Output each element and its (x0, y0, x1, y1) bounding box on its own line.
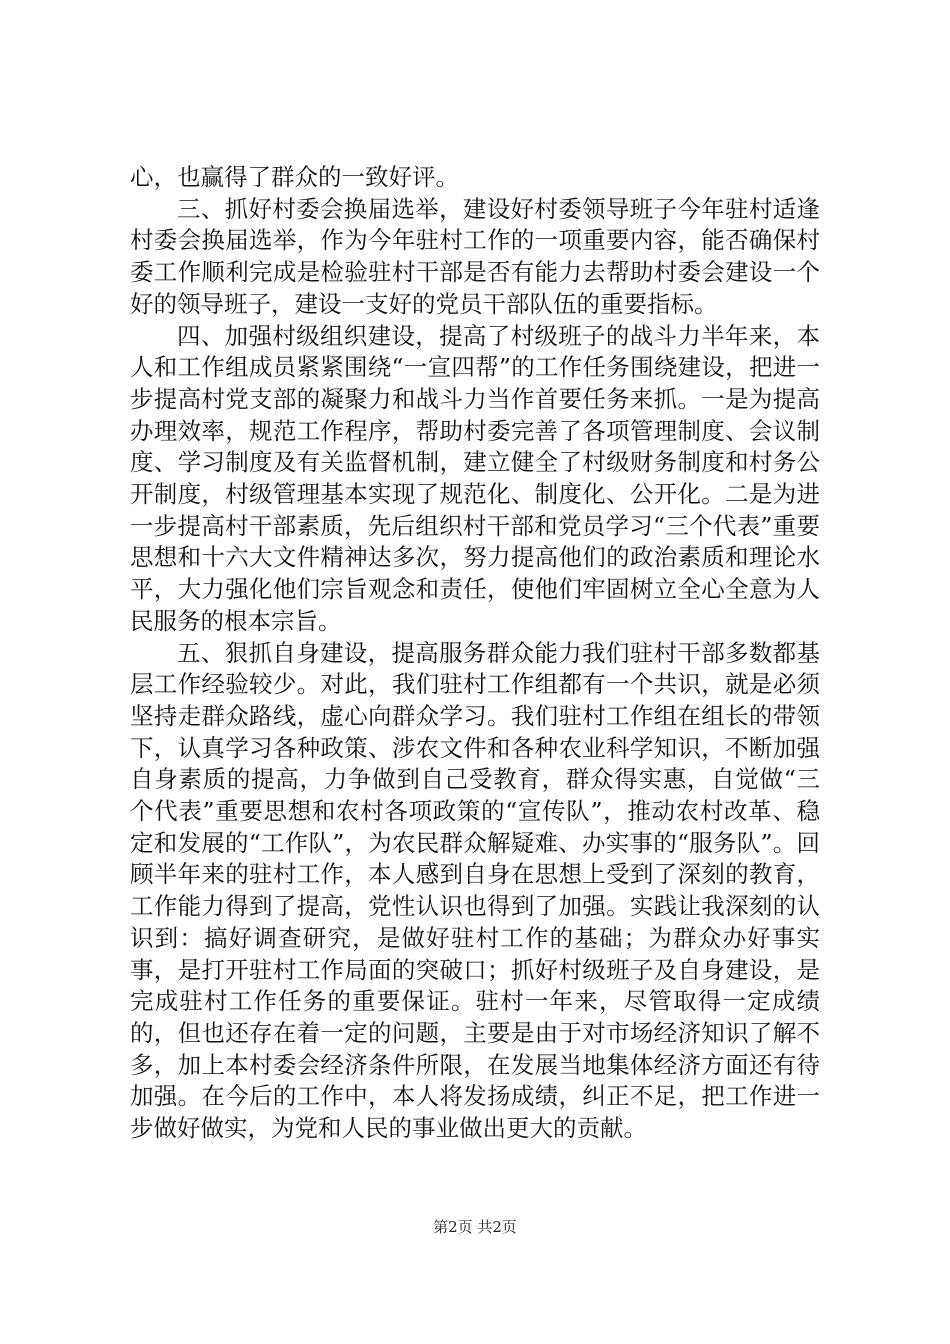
paragraph-section-five: 五、狠抓自身建设，提高服务群众能力我们驻村干部多数都基层工作经验较少。对此，我们驻村工作组都有一个共识，就是必须坚持走群众路线，虚心向群众学习。我们驻村工作组在组长的带领下，认真学习各种政策、涉农文件和各种农业科学知识，不断加强自身素质的提高，力争做到自己受教育，群众得实惠，自觉做“三个代表”重要思想和农村各项政策的“宣传队”，推动农村改革、稳定和发展的“工作队”，为农民群众解疑难、办实事的“服务队”。回顾半年来的驻村工作，本人感到自身在思想上受到了深刻的教育，工作能力得到了提高，党性认识也得到了加强。实践让我深刻的认识到：搞好调查研究，是做好驻村工作的基础；为群众办好事实事，是打开驻村工作局面的突破口；抓好村级班子及自身建设，是完成驻村工作任务的重要保证。驻村一年来，尽管取得一定成绩的，但也还存在着一定的问题，主要是由于对市场经济知识了解不多，加上本村委会经济条件所限，在发展当地集体经济方面还有待加强。在今后的工作中，本人将发扬成绩，纠正不足，把工作进一步做好做实，为党和人民的事业做出更大的贡献。 (130, 638, 820, 1143)
page-number-footer: 第2页 共2页 (433, 1218, 517, 1236)
paragraph-section-four: 四、加强村级组织建设，提高了村级班子的战斗力半年来，本人和工作组成员紧紧围绕“一宣四帮”的工作任务围绕建设，把进一步提高村党支部的凝聚力和战斗力当作首要任务来抓。一是为提高办理效率，规范工作程序，帮助村委完善了各项管理制度、会议制度、学习制度及有关监督机制，建立健全了村级财务制度和村务公开制度，村级管理基本实现了规范化、制度化、公开化。二是为进一步提高村干部素质，先后组织村干部和党员学习“三个代表”重要思想和十六大文件精神达多次，努力提高他们的政治素质和理论水平，大力强化他们宗旨观念和责任，使他们牢固树立全心全意为人民服务的根本宗旨。 (130, 321, 820, 635)
paragraph-section-three: 三、抓好村委会换届选举，建设好村委领导班子今年驻村适逢村委会换届选举，作为今年驻村工作的一项重要内容，能否确保村委工作顺利完成是检验驻村干部是否有能力去帮助村委会建设一个好的领导班子，建设一支好的党员干部队伍的重要指标。 (130, 194, 820, 318)
document-body (130, 162, 820, 1145)
paragraph-continuation: 心，也赢得了群众的一致好评。 (130, 163, 459, 191)
